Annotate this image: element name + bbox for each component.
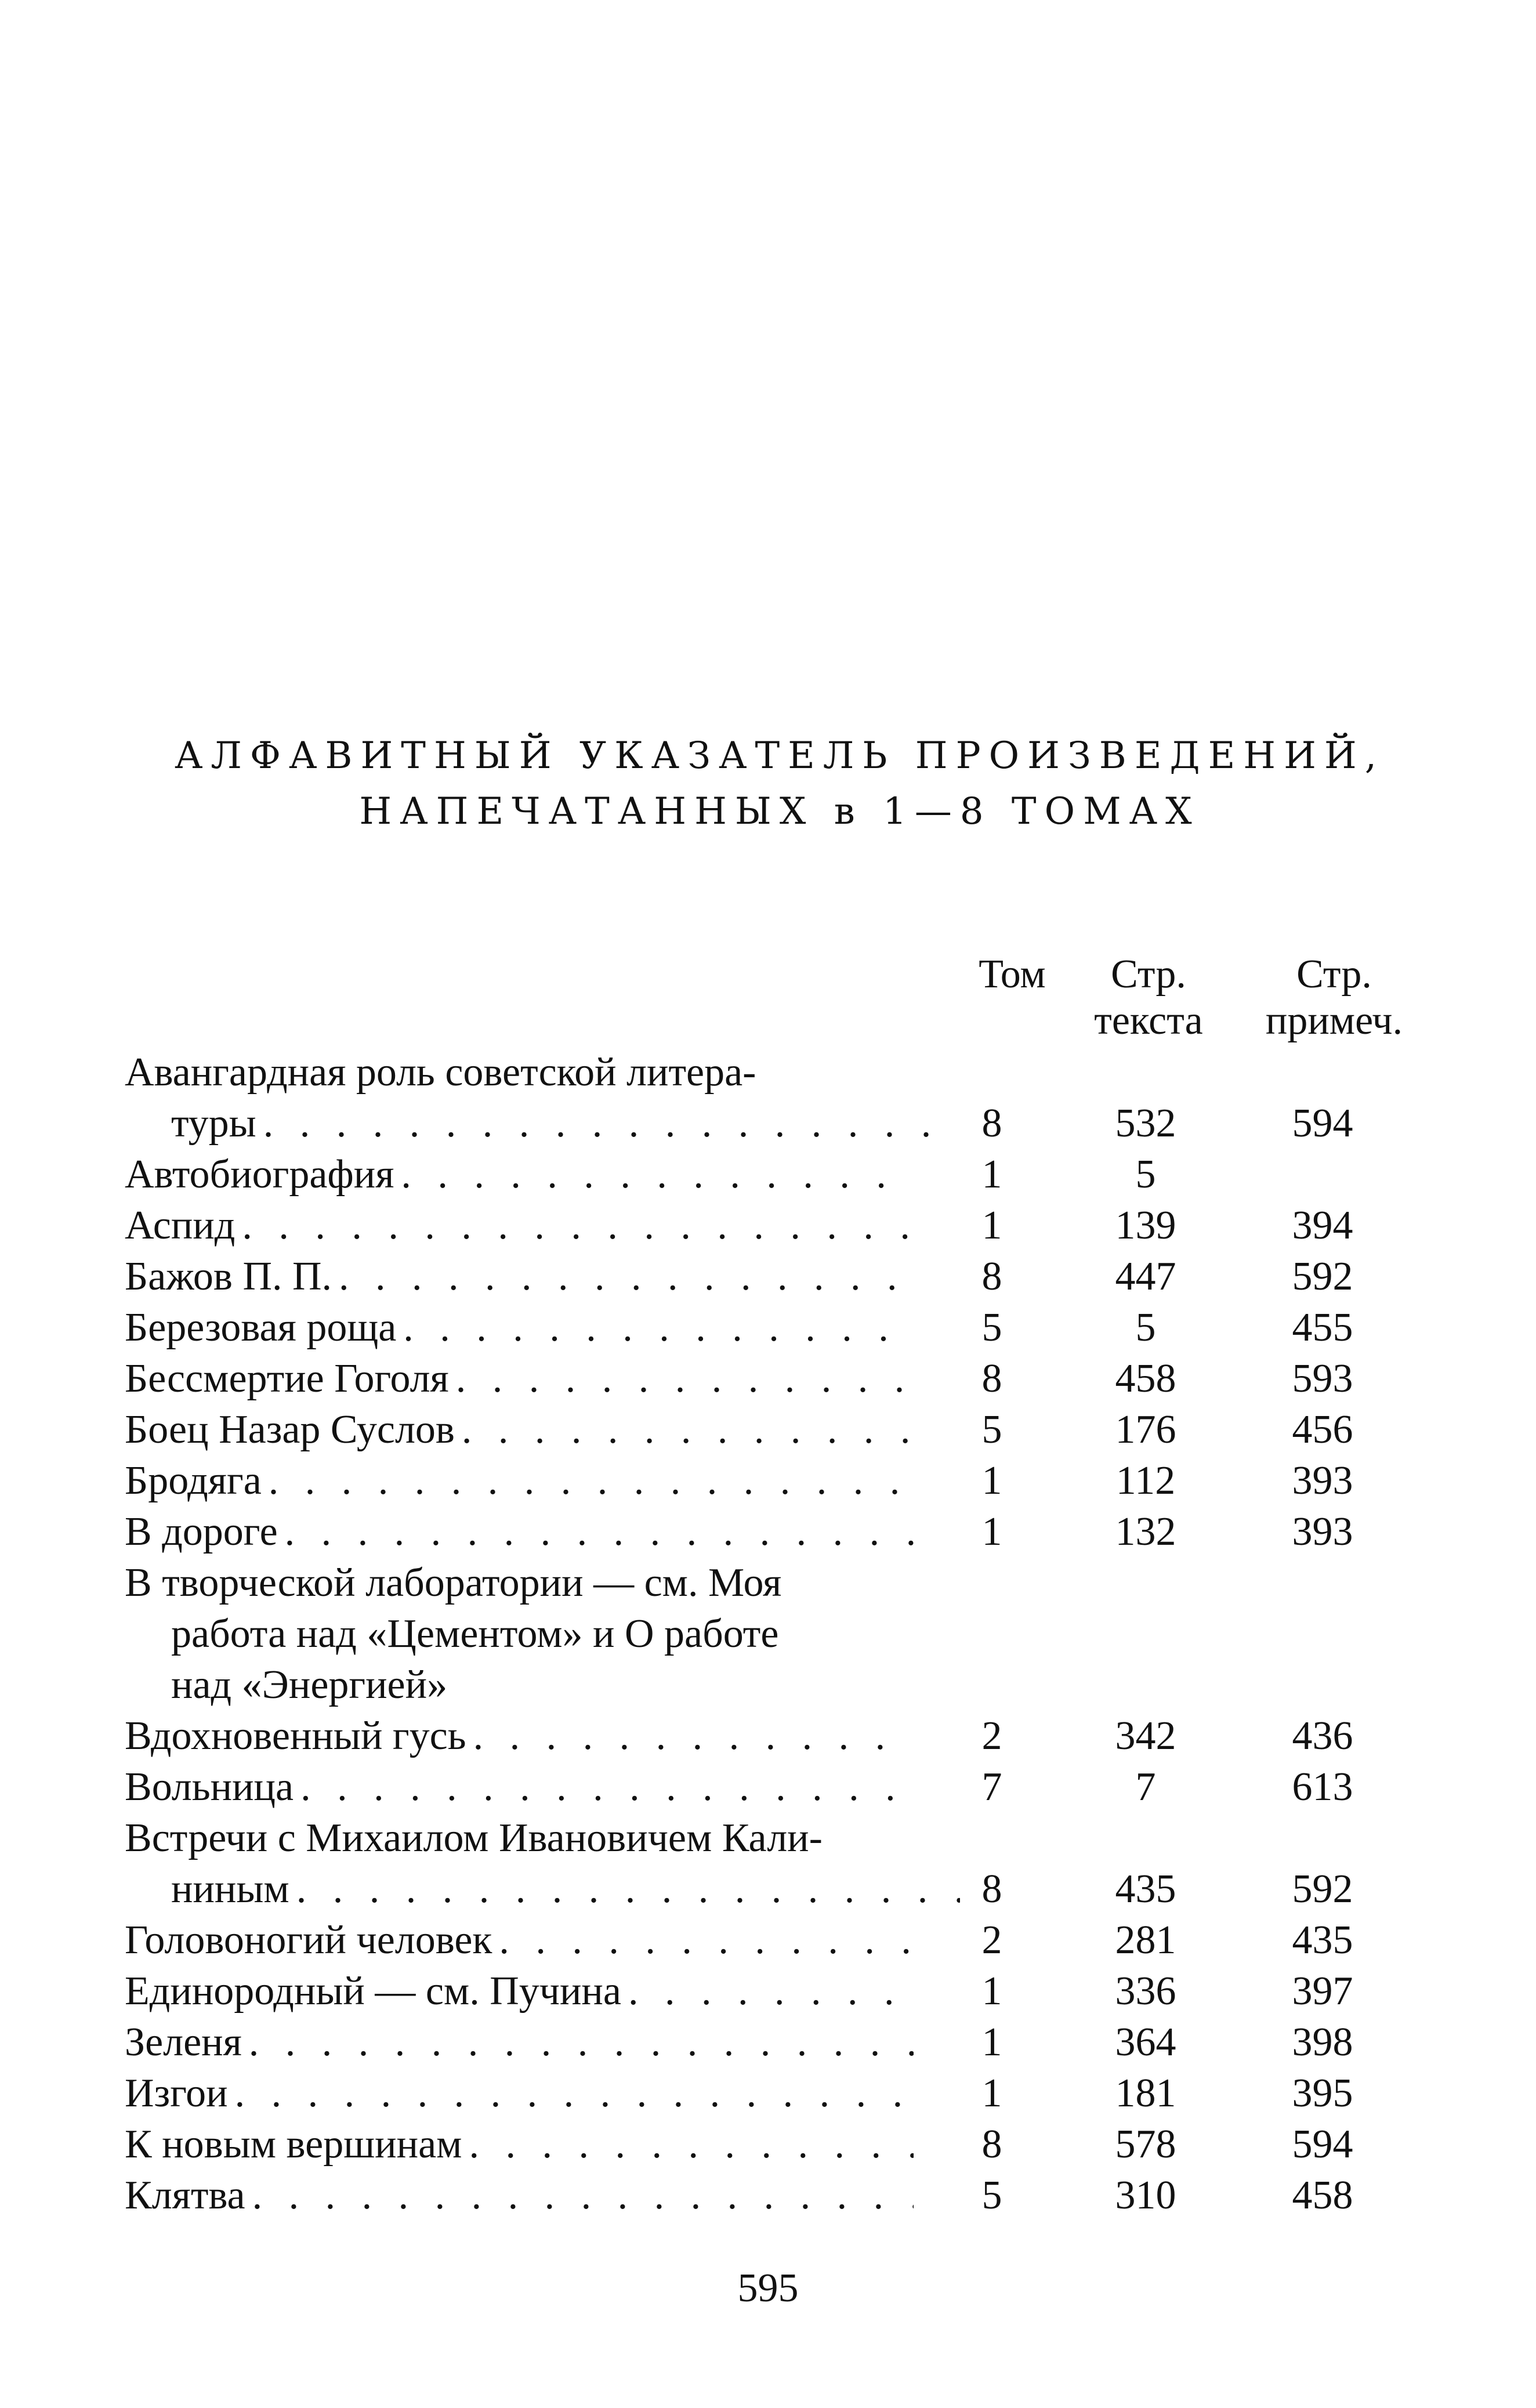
- index-entry-title-line: [125, 1609, 1459, 1660]
- entry-text-page: 435: [1115, 1867, 1176, 1911]
- column-header-volume: Том: [979, 952, 1046, 997]
- entry-title: [125, 1762, 914, 1813]
- entry-volume: 1: [981, 1152, 1002, 1197]
- entry-note-page: 395: [1292, 2071, 1353, 2116]
- entry-title: [125, 1507, 914, 1558]
- entry-text-page: 112: [1115, 1458, 1176, 1503]
- entry-volume: 1: [981, 1969, 1002, 2014]
- entry-title-text: Клятва: [125, 2173, 252, 2218]
- entry-note-page: 594: [1292, 2122, 1353, 2167]
- entry-text-page: 458: [1115, 1356, 1176, 1401]
- entry-title-text: туры: [171, 1101, 263, 1146]
- column-header-note-page-line-1: Стр.: [1296, 952, 1372, 997]
- entry-title-text: Автобиография: [125, 1152, 401, 1197]
- entry-title-text: Авангардная роль советской литера-: [125, 1050, 756, 1095]
- index-entry: [125, 1404, 1459, 1455]
- entry-note-page: 593: [1292, 1356, 1353, 1401]
- entry-note-page: 613: [1292, 1765, 1353, 1809]
- column-header-note-page: [1259, 951, 1410, 1044]
- index-entry-title-line: [125, 1558, 1459, 1609]
- entry-note-page: 436: [1292, 1714, 1353, 1758]
- index-entry: [125, 1507, 1459, 1558]
- entry-title: [125, 1966, 914, 2017]
- entry-title: [125, 1149, 914, 1200]
- entry-title-text: работа над «Цементом» и О работе: [171, 1612, 779, 1656]
- entry-volume: 8: [981, 2122, 1002, 2167]
- column-header-text-page-line-2: текста: [1094, 998, 1203, 1043]
- entry-title: [125, 1098, 960, 1149]
- entry-title-text: Боец Назар Суслов: [125, 1407, 462, 1452]
- entry-text-page: 181: [1115, 2071, 1176, 2116]
- entry-title: [125, 2017, 914, 2068]
- entry-title-text: В творческой лаборатории — см. Моя: [125, 1560, 782, 1605]
- entry-text-page: 336: [1115, 1969, 1176, 2014]
- entry-note-page: 397: [1292, 1969, 1353, 2014]
- title-line-1: АЛФАВИТНЫЙ УКАЗАТЕЛЬ ПРОИЗВЕДЕНИЙ,: [174, 734, 1385, 777]
- index-entry: [125, 1915, 1459, 1966]
- title-line-2: НАПЕЧАТАННЫХ в 1—8 ТОМАХ: [359, 790, 1200, 833]
- entry-volume: 5: [981, 2173, 1002, 2218]
- index-entry: [125, 1200, 1459, 1251]
- entry-title-text: Изгои: [125, 2071, 235, 2116]
- entry-volume: 2: [981, 1918, 1002, 1962]
- entry-volume: 8: [981, 1356, 1002, 1401]
- entry-volume: 8: [981, 1254, 1002, 1299]
- index-entry: [125, 2017, 1459, 2068]
- entry-title-text: Аспид: [125, 1203, 242, 1248]
- index-entry-title-line: [125, 1660, 1459, 1711]
- entry-title: [125, 2170, 914, 2221]
- index-entry: [125, 1098, 1459, 1149]
- entry-note-page: 394: [1292, 1203, 1353, 1248]
- entry-title: [125, 2068, 914, 2119]
- entry-title-text: Встречи с Михаилом Ивановичем Кали-: [125, 1816, 823, 1860]
- entry-title-text: В дороге: [125, 1509, 285, 1554]
- entry-title-text: Вольница: [125, 1765, 300, 1809]
- entry-title-text: Бажов П. П.: [125, 1254, 339, 1299]
- column-header-note-page-line-2: примеч.: [1265, 998, 1403, 1043]
- entry-volume: 5: [981, 1407, 1002, 1452]
- entry-note-page: 592: [1292, 1254, 1353, 1299]
- entry-title-text: Бродяга: [125, 1458, 269, 1503]
- entry-title: [125, 1404, 914, 1455]
- entry-volume: 1: [981, 2020, 1002, 2065]
- entry-text-page: 176: [1115, 1407, 1176, 1452]
- page-title: [0, 728, 1536, 839]
- entry-title-text: Головоногий человек: [125, 1918, 499, 1962]
- entry-volume: 1: [981, 2071, 1002, 2116]
- index-entry: [125, 1762, 1459, 1813]
- index-entry-title-line: [125, 1813, 1459, 1864]
- entry-note-page: 398: [1292, 2020, 1353, 2065]
- entry-volume: 5: [981, 1305, 1002, 1350]
- index-entry: [125, 2119, 1459, 2170]
- entry-text-page: 5: [1135, 1152, 1156, 1197]
- index-entry: [125, 1966, 1459, 2017]
- entry-title: [125, 1200, 914, 1251]
- entry-note-page: 592: [1292, 1867, 1353, 1911]
- entry-title-text: Единородный — см. Пучина: [125, 1969, 628, 2014]
- entry-text-page: 578: [1115, 2122, 1176, 2167]
- entry-title-text: ниным: [171, 1867, 296, 1911]
- entry-note-page: 594: [1292, 1101, 1353, 1146]
- entry-title-text: К новым вершинам: [125, 2122, 469, 2167]
- entry-title: [125, 1455, 914, 1507]
- entry-title-text: Бессмертие Гоголя: [125, 1356, 456, 1401]
- index-entry: [125, 1455, 1459, 1507]
- column-header-text-page: [1079, 951, 1218, 1044]
- entry-volume: 1: [981, 1509, 1002, 1554]
- entry-text-page: 310: [1115, 2173, 1176, 2218]
- entry-volume: 2: [981, 1714, 1002, 1758]
- entry-text-page: 139: [1115, 1203, 1176, 1248]
- page-number: 595: [737, 2266, 799, 2311]
- entry-text-page: 364: [1115, 2020, 1176, 2065]
- index-entry: [125, 1864, 1459, 1915]
- entry-title: [125, 1353, 914, 1404]
- entry-text-page: 5: [1135, 1305, 1156, 1350]
- entry-note-page: 393: [1292, 1458, 1353, 1503]
- entry-volume: 1: [981, 1458, 1002, 1503]
- entry-volume: 1: [981, 1203, 1002, 1248]
- entry-title-text: над «Энергией»: [171, 1663, 448, 1707]
- entry-volume: 8: [981, 1101, 1002, 1146]
- entry-text-page: 7: [1135, 1765, 1156, 1809]
- entry-title: [125, 1302, 914, 1353]
- entry-note-page: 455: [1292, 1305, 1353, 1350]
- index-entry: [125, 1149, 1459, 1200]
- index-entry: [125, 1353, 1459, 1404]
- entry-text-page: 281: [1115, 1918, 1176, 1962]
- index-entry: [125, 1251, 1459, 1302]
- index-entry-title-line: [125, 1047, 1459, 1098]
- entry-volume: 7: [981, 1765, 1002, 1809]
- entry-text-page: 342: [1115, 1714, 1176, 1758]
- entry-title-text: Вдохновенный гусь: [125, 1714, 473, 1758]
- index-list: [125, 1047, 1459, 2221]
- entry-volume: 8: [981, 1867, 1002, 1911]
- column-header-text-page-line-1: Стр.: [1111, 952, 1186, 997]
- entry-text-page: 447: [1115, 1254, 1176, 1299]
- index-entry: [125, 1711, 1459, 1762]
- entry-title: [125, 1915, 914, 1966]
- entry-note-page: 456: [1292, 1407, 1353, 1452]
- entry-note-page: 458: [1292, 2173, 1353, 2218]
- entry-title-text: Зеленя: [125, 2020, 249, 2065]
- index-entry: [125, 2068, 1459, 2119]
- index-entry: [125, 2170, 1459, 2221]
- entry-note-page: 435: [1292, 1918, 1353, 1962]
- entry-title-text: Березовая роща: [125, 1305, 403, 1350]
- entry-text-page: 132: [1115, 1509, 1176, 1554]
- index-entry: [125, 1302, 1459, 1353]
- entry-title: [125, 1251, 914, 1302]
- entry-title: [125, 1711, 914, 1762]
- entry-title: [125, 1864, 960, 1915]
- entry-note-page: 393: [1292, 1509, 1353, 1554]
- entry-title: [125, 2119, 914, 2170]
- entry-text-page: 532: [1115, 1101, 1176, 1146]
